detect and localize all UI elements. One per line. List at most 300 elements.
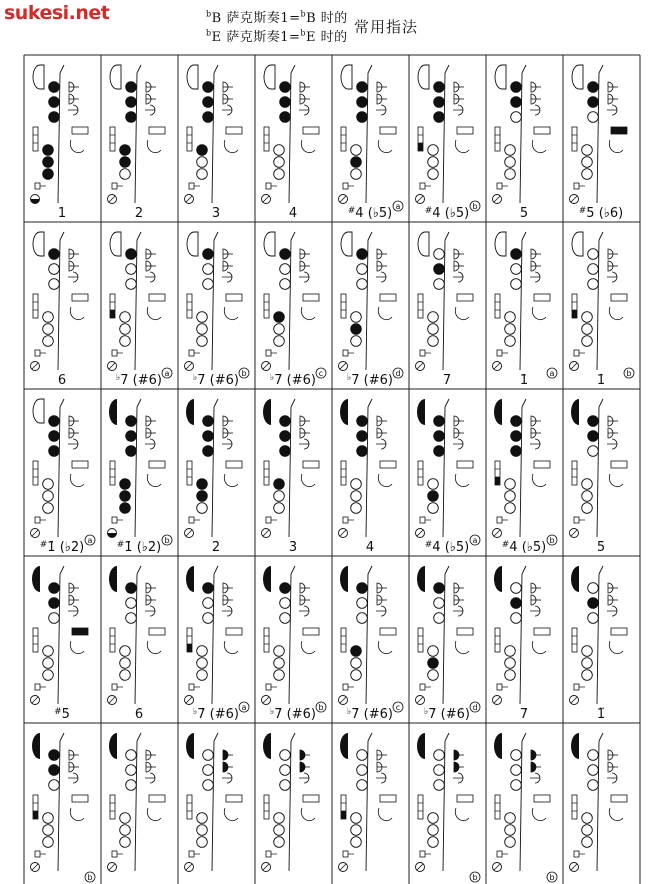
- upper-tone-hole: [357, 598, 368, 609]
- ladder-key: [264, 127, 269, 151]
- upper-tone-hole: [126, 598, 137, 609]
- ladder-key-pressed: [187, 644, 192, 652]
- body-rod-top: [445, 733, 449, 741]
- side-curve-key: [301, 808, 315, 821]
- variant-mark-letter: d: [395, 369, 401, 378]
- variant-mark-letter: c: [318, 369, 324, 378]
- lower-tone-hole: [274, 324, 285, 335]
- body-rod: [366, 574, 368, 704]
- lower-tone-hole: [43, 837, 54, 848]
- side-curve-key: [224, 808, 238, 821]
- ladder-key: [418, 461, 423, 485]
- lower-tone-hole: [197, 312, 208, 323]
- body-rod-top: [214, 65, 218, 73]
- octave-key-filled: [263, 733, 271, 759]
- upper-tone-hole: [203, 750, 214, 761]
- octave-key-filled: [340, 733, 348, 759]
- lower-tone-hole: [428, 336, 439, 347]
- lower-tone-hole: [43, 479, 54, 490]
- upper-tone-hole: [588, 765, 599, 776]
- body-rod-top: [445, 399, 449, 407]
- side-curve-key: [70, 641, 84, 654]
- ladder-key: [33, 628, 38, 652]
- upper-tone-hole: [434, 249, 445, 260]
- octave-key-filled: [32, 733, 40, 759]
- upper-tone-hole: [511, 750, 522, 761]
- upper-tone-hole: [126, 112, 137, 123]
- upper-tone-hole: [203, 583, 214, 594]
- fingering-cell: [31, 733, 96, 882]
- ladder-key: [418, 628, 423, 652]
- note-name: 7 (#6): [351, 373, 393, 388]
- side-bar-key: [534, 294, 550, 301]
- side-bar-key: [611, 795, 627, 802]
- upper-tone-hole: [126, 750, 137, 761]
- note-label: [40, 540, 85, 555]
- body-rod: [597, 574, 599, 704]
- side-bar-key: [303, 795, 319, 802]
- octave-key-filled: [494, 399, 502, 425]
- ladder-key: [264, 795, 269, 819]
- lower-side-key: [420, 851, 425, 857]
- octave-key: [572, 232, 583, 256]
- fingering-cell: [339, 566, 404, 722]
- body-rod-top: [599, 232, 603, 240]
- note-label: [116, 373, 162, 388]
- side-bar-key: [149, 461, 165, 468]
- upper-tone-hole: [434, 416, 445, 427]
- note-accidental: #: [501, 540, 510, 550]
- note-accidental: #: [424, 206, 433, 216]
- body-rod: [135, 741, 137, 871]
- fingering-cell: [493, 65, 551, 221]
- fingering-cell: [262, 232, 327, 388]
- note-name: 7 (#6): [197, 373, 239, 388]
- lower-side-key: [497, 183, 502, 189]
- note-label: [347, 373, 393, 388]
- ladder-key: [33, 461, 38, 485]
- body-rod: [58, 741, 60, 871]
- upper-tone-hole: [357, 431, 368, 442]
- side-curve-key: [455, 307, 469, 320]
- side-bar-key: [534, 795, 550, 802]
- upper-tone-hole: [203, 112, 214, 123]
- side-bar-key: [303, 127, 319, 134]
- octave-key-filled: [32, 566, 40, 592]
- side-curve-key: [147, 808, 161, 821]
- side-key: [530, 439, 540, 449]
- side-bar-key: [457, 127, 473, 134]
- upper-tone-hole: [357, 583, 368, 594]
- lower-tone-hole: [120, 324, 131, 335]
- lower-side-key: [189, 517, 194, 523]
- ladder-key: [187, 461, 192, 485]
- upper-tone-hole: [280, 431, 291, 442]
- upper-tone-hole: [280, 264, 291, 275]
- upper-tone-hole: [357, 750, 368, 761]
- upper-tone-hole: [588, 264, 599, 275]
- upper-tone-hole: [588, 249, 599, 260]
- side-curve-key: [70, 808, 84, 821]
- lower-tone-hole: [582, 145, 593, 156]
- note-name: 7 (#6): [274, 373, 316, 388]
- note-accidental: #: [54, 707, 62, 717]
- fingering-cell: [185, 566, 250, 722]
- lower-tone-hole: [120, 503, 131, 514]
- side-bar-key: [611, 461, 627, 468]
- upper-tone-hole: [511, 279, 522, 290]
- side-key: [145, 105, 155, 115]
- side-key: [145, 606, 155, 616]
- lower-tone-hole: [274, 670, 285, 681]
- side-bar-key: [380, 127, 396, 134]
- side-bar-key: [457, 628, 473, 635]
- fingering-cell: [570, 399, 628, 555]
- upper-tone-hole: [203, 765, 214, 776]
- upper-tone-hole: [280, 416, 291, 427]
- side-curve-key: [224, 307, 238, 320]
- note-label: 5: [519, 206, 529, 221]
- body-rod: [520, 407, 522, 537]
- lower-tone-hole: [43, 813, 54, 824]
- upper-tone-hole: [203, 82, 214, 93]
- lower-tone-hole: [197, 157, 208, 168]
- ladder-key: [572, 461, 577, 485]
- side-key: [299, 606, 309, 616]
- variant-mark-letter: b: [318, 703, 324, 712]
- lower-tone-hole: [505, 324, 516, 335]
- ladder-key-pressed: [33, 811, 38, 819]
- side-key: [607, 439, 617, 449]
- variant-mark-letter: a: [395, 202, 401, 211]
- lower-side-key: [420, 517, 425, 523]
- lower-tone-hole: [505, 837, 516, 848]
- upper-tone-hole: [203, 446, 214, 457]
- upper-tone-hole: [511, 82, 522, 93]
- body-rod: [58, 240, 60, 370]
- body-rod-top: [291, 65, 295, 73]
- side-curve-key: [70, 474, 84, 487]
- upper-tone-hole: [49, 431, 60, 442]
- ladder-key: [495, 294, 500, 318]
- body-rod: [520, 574, 522, 704]
- fingering-cell: [31, 65, 89, 221]
- side-curve-key: [609, 641, 623, 654]
- body-rod: [366, 73, 368, 203]
- body-rod: [135, 407, 137, 537]
- octave-key-filled: [571, 566, 579, 592]
- fingering-cell: [185, 399, 243, 555]
- lower-tone-hole: [120, 312, 131, 323]
- ladder-key: [341, 461, 346, 485]
- side-key: [299, 773, 309, 783]
- side-curve-key: [609, 307, 623, 320]
- header-line-1: $^b$B 萨克斯奏1=$^b$B 时的: [206, 9, 348, 26]
- octave-key-filled: [494, 566, 502, 592]
- side-key: [607, 105, 617, 115]
- upper-tone-hole: [588, 583, 599, 594]
- site-watermark: sukesi.net: [4, 2, 110, 24]
- side-curve-key: [224, 641, 238, 654]
- upper-tone-hole: [203, 598, 214, 609]
- body-rod: [597, 240, 599, 370]
- upper-tone-hole: [126, 431, 137, 442]
- side-curve-key: [455, 808, 469, 821]
- note-label: 3: [211, 206, 221, 221]
- upper-tone-hole: [357, 112, 368, 123]
- upper-tone-hole: [203, 264, 214, 275]
- body-rod-top: [137, 65, 141, 73]
- lower-tone-hole: [197, 324, 208, 335]
- octave-key-filled: [109, 733, 117, 759]
- body-rod: [443, 574, 445, 704]
- lower-tone-hole: [505, 157, 516, 168]
- note-label: 4: [288, 206, 298, 221]
- lower-tone-hole: [120, 491, 131, 502]
- body-rod-top: [368, 65, 372, 73]
- upper-tone-hole: [434, 279, 445, 290]
- lower-side-key: [266, 851, 271, 857]
- note-label: 4̇: [365, 540, 375, 555]
- lower-tone-hole: [43, 646, 54, 657]
- header-line-2: $^b$E 萨克斯奏1=$^b$E 时的: [206, 28, 348, 45]
- lower-tone-hole: [505, 503, 516, 514]
- side-bar-key: [72, 795, 88, 802]
- side-bar-key: [72, 127, 88, 134]
- chart-title: 常用指法: [354, 18, 419, 36]
- lower-tone-hole: [197, 837, 208, 848]
- ladder-key: [187, 795, 192, 819]
- lower-side-key: [266, 350, 271, 356]
- variant-mark-letter: b: [164, 536, 170, 545]
- upper-tone-hole: [203, 416, 214, 427]
- lower-tone-hole: [582, 670, 593, 681]
- lower-tone-hole: [582, 646, 593, 657]
- side-curve-key: [609, 140, 623, 153]
- upper-tone-hole: [203, 613, 214, 624]
- lower-side-key: [420, 183, 425, 189]
- side-key: [68, 272, 78, 282]
- body-rod-top: [214, 566, 218, 574]
- body-rod: [597, 741, 599, 871]
- fingering-cell: [108, 232, 173, 388]
- body-rod-top: [445, 232, 449, 240]
- upper-tone-hole: [511, 416, 522, 427]
- note-label: [347, 707, 393, 722]
- ladder-key: [187, 294, 192, 318]
- side-key: [222, 439, 232, 449]
- upper-tone-hole: [357, 446, 368, 457]
- lower-tone-hole: [274, 491, 285, 502]
- lower-tone-hole: [43, 336, 54, 347]
- upper-tone-hole: [49, 750, 60, 761]
- side-bar-key: [149, 795, 165, 802]
- lower-tone-hole: [43, 157, 54, 168]
- lower-tone-hole: [351, 479, 362, 490]
- body-rod: [366, 240, 368, 370]
- body-rod-top: [291, 733, 295, 741]
- ladder-key: [110, 628, 115, 652]
- upper-tone-hole: [280, 613, 291, 624]
- side-bar-key: [226, 127, 242, 134]
- side-bar-key: [226, 628, 242, 635]
- upper-tone-hole: [434, 613, 445, 624]
- note-label: 2̇: [211, 540, 221, 555]
- side-bar-key: [72, 628, 88, 635]
- side-curve-key: [301, 140, 315, 153]
- lower-tone-hole: [582, 479, 593, 490]
- lower-tone-hole: [351, 503, 362, 514]
- upper-tone-hole: [588, 750, 599, 761]
- upper-tone-hole: [357, 765, 368, 776]
- upper-tone-hole: [511, 598, 522, 609]
- lower-side-key: [112, 517, 117, 523]
- body-rod: [597, 407, 599, 537]
- variant-mark-letter: a: [87, 536, 93, 545]
- side-curve-key: [532, 474, 546, 487]
- side-bar-key: [380, 294, 396, 301]
- lower-tone-hole: [120, 658, 131, 669]
- upper-tone-hole: [203, 249, 214, 260]
- lower-tone-hole: [197, 503, 208, 514]
- lower-tone-hole: [274, 145, 285, 156]
- fingering-cell: [493, 566, 551, 722]
- lower-tone-hole: [428, 479, 439, 490]
- lower-tone-hole: [505, 646, 516, 657]
- body-rod: [289, 407, 291, 537]
- body-rod: [443, 741, 445, 871]
- side-key: [145, 272, 155, 282]
- body-rod: [443, 73, 445, 203]
- body-rod-top: [522, 232, 526, 240]
- note-accidental: ♭: [193, 707, 198, 717]
- note-accidental: #: [578, 206, 587, 216]
- body-rod-top: [60, 566, 64, 574]
- variant-mark-letter: b: [549, 536, 555, 545]
- body-rod-top: [137, 566, 141, 574]
- ladder-key: [418, 795, 423, 819]
- side-curve-key: [224, 474, 238, 487]
- lower-tone-hole: [582, 813, 593, 824]
- fingering-cell: [185, 733, 243, 872]
- fingering-cell: [570, 65, 628, 221]
- side-bar-key: [303, 461, 319, 468]
- lower-tone-hole: [120, 646, 131, 657]
- lower-tone-hole: [582, 312, 593, 323]
- lower-side-key: [574, 684, 579, 690]
- lower-tone-hole: [120, 157, 131, 168]
- side-key: [145, 439, 155, 449]
- fingering-cell: [339, 232, 404, 388]
- note-name: 4 (♭5): [432, 206, 470, 221]
- body-rod: [135, 73, 137, 203]
- body-rod: [289, 741, 291, 871]
- note-accidental: ♭: [347, 707, 352, 717]
- upper-tone-hole: [203, 780, 214, 791]
- body-rod: [520, 73, 522, 203]
- side-key: [530, 105, 540, 115]
- lower-side-key: [112, 183, 117, 189]
- side-key: [530, 606, 540, 616]
- lower-tone-hole: [505, 479, 516, 490]
- fingering-cell: [185, 232, 250, 388]
- note-accidental: ♭: [193, 373, 198, 383]
- body-rod: [597, 73, 599, 203]
- octave-key-filled: [109, 399, 117, 425]
- lower-tone-hole: [43, 324, 54, 335]
- lower-tone-hole: [428, 324, 439, 335]
- upper-tone-hole: [49, 583, 60, 594]
- lower-tone-hole: [274, 813, 285, 824]
- upper-tone-hole: [511, 112, 522, 123]
- ladder-key: [341, 294, 346, 318]
- ladder-key-pressed: [418, 143, 423, 151]
- variant-mark-letter: a: [164, 369, 170, 378]
- side-bar-key: [72, 294, 88, 301]
- side-key: [376, 606, 386, 616]
- lower-tone-hole: [274, 825, 285, 836]
- body-rod: [58, 73, 60, 203]
- body-rod-top: [522, 399, 526, 407]
- body-rod-top: [60, 65, 64, 73]
- body-rod-top: [445, 566, 449, 574]
- lower-tone-hole: [120, 670, 131, 681]
- lower-tone-hole: [43, 491, 54, 502]
- note-accidental: #: [424, 540, 433, 550]
- lower-tone-hole: [351, 157, 362, 168]
- note-name: 7̇ (#6̇): [197, 707, 239, 722]
- octave-key-filled: [417, 566, 425, 592]
- side-curve-key: [455, 140, 469, 153]
- upper-tone-hole: [588, 446, 599, 457]
- variant-mark-letter: d: [472, 703, 478, 712]
- note-label: [348, 206, 393, 221]
- fingering-cell: [31, 232, 89, 388]
- octave-key: [495, 232, 506, 256]
- lower-tone-hole: [582, 491, 593, 502]
- side-curve-key: [532, 641, 546, 654]
- note-label: 2: [134, 206, 144, 221]
- note-name: 7 (#6): [120, 373, 162, 388]
- upper-tone-hole: [49, 97, 60, 108]
- side-key: [68, 606, 78, 616]
- side-curve-key: [147, 474, 161, 487]
- octave-key: [341, 65, 352, 89]
- fingering-cell: [493, 232, 558, 388]
- fingering-cell: [108, 399, 173, 555]
- body-rod-top: [522, 566, 526, 574]
- upper-tone-hole: [49, 112, 60, 123]
- upper-tone-hole: [511, 249, 522, 260]
- lower-tone-hole: [274, 336, 285, 347]
- upper-tone-hole: [588, 112, 599, 123]
- fingering-cell: [185, 65, 243, 221]
- upper-tone-hole: [434, 765, 445, 776]
- body-rod: [58, 407, 60, 537]
- note-accidental: #: [347, 206, 356, 216]
- side-bar-key: [457, 294, 473, 301]
- ladder-key: [418, 294, 423, 318]
- ladder-key: [110, 461, 115, 485]
- fingering-cell: [570, 232, 635, 388]
- low-key-pressed: [31, 199, 40, 204]
- ladder-key: [264, 628, 269, 652]
- side-curve-key: [224, 140, 238, 153]
- upper-tone-hole: [434, 112, 445, 123]
- note-name: 5̇: [61, 707, 70, 722]
- note-label: [270, 373, 316, 388]
- lower-tone-hole: [351, 813, 362, 824]
